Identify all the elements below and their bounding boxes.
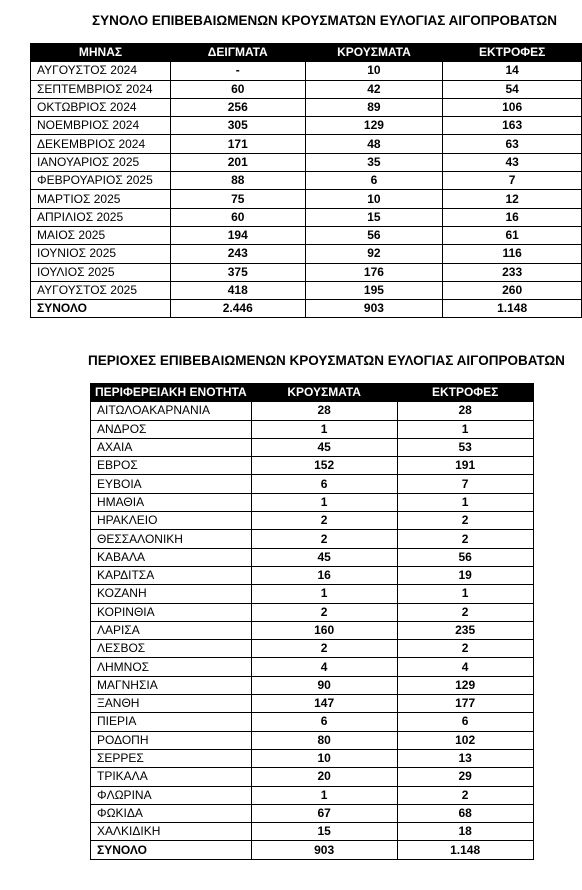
table-row: [31, 62, 582, 80]
value-cell: 61: [443, 226, 582, 244]
row-label-cell: ΔΕΚΕΜΒΡΙΟΣ 2024: [31, 135, 171, 153]
table-row: [91, 823, 534, 841]
value-cell: 68: [397, 804, 533, 822]
column-header-samples: ΔΕΙΓΜΑΤΑ: [170, 44, 305, 62]
value-cell: 235: [397, 621, 533, 639]
value-cell: 147: [251, 695, 397, 713]
value-cell: 195: [305, 281, 443, 299]
row-label-cell: ΑΙΤΩΛΟΑΚΑΡΝΑΝΙΑ: [91, 402, 252, 420]
value-cell: 45: [251, 438, 397, 456]
value-cell: 10: [305, 190, 443, 208]
value-cell: 129: [397, 676, 533, 694]
value-cell: 176: [305, 263, 443, 281]
row-label-cell: ΑΥΓΟΥΣΤΟΣ 2025: [31, 281, 171, 299]
value-cell: 129: [305, 117, 443, 135]
table-row: [31, 80, 582, 98]
table-row: [91, 695, 534, 713]
total-value-cell: 903: [305, 300, 443, 318]
row-label-cell: ΘΕΣΣΑΛΟΝΙΚΗ: [91, 530, 252, 548]
value-cell: 177: [397, 695, 533, 713]
table-row: [91, 585, 534, 603]
value-cell: 15: [305, 208, 443, 226]
table-row: [91, 713, 534, 731]
table-row: [91, 438, 534, 456]
value-cell: 194: [170, 226, 305, 244]
row-label-cell: ΜΑΙΟΣ 2025: [31, 226, 171, 244]
value-cell: 233: [443, 263, 582, 281]
row-label-cell: ΛΑΡΙΣΑ: [91, 621, 252, 639]
value-cell: 67: [251, 804, 397, 822]
table-row: [91, 676, 534, 694]
row-label-cell: ΠΙΕΡΙΑ: [91, 713, 252, 731]
value-cell: 12: [443, 190, 582, 208]
table-row: [91, 768, 534, 786]
value-cell: 2: [251, 530, 397, 548]
monthly-cases-table: [30, 43, 582, 318]
value-cell: 80: [251, 731, 397, 749]
table-row: [31, 117, 582, 135]
value-cell: 13: [397, 749, 533, 767]
table-row: [91, 621, 534, 639]
row-label-cell: ΛΕΣΒΟΣ: [91, 640, 252, 658]
row-label-cell: ΦΛΩΡΙΝΑ: [91, 786, 252, 804]
table-row: [91, 749, 534, 767]
value-cell: 6: [251, 713, 397, 731]
table-row: [91, 475, 534, 493]
regions-cases-table: [90, 383, 534, 860]
table-row: [91, 640, 534, 658]
table-row: [91, 731, 534, 749]
row-label-cell: ΗΡΑΚΛΕΙΟ: [91, 512, 252, 530]
value-cell: 2: [397, 603, 533, 621]
table-row: [91, 603, 534, 621]
value-cell: 375: [170, 263, 305, 281]
row-label-cell: ΕΒΡΟΣ: [91, 457, 252, 475]
row-label-cell: ΜΑΡΤΙΟΣ 2025: [31, 190, 171, 208]
value-cell: 116: [443, 245, 582, 263]
row-label-cell: ΣΕΠΤΕΜΒΡΙΟΣ 2024: [31, 80, 171, 98]
total-row: [31, 300, 582, 318]
table-row: [31, 226, 582, 244]
value-cell: 4: [397, 658, 533, 676]
value-cell: 42: [305, 80, 443, 98]
total-label-cell: ΣΥΝΟΛΟ: [31, 300, 171, 318]
table-row: [91, 566, 534, 584]
value-cell: 256: [170, 98, 305, 116]
column-header-cases: ΚΡΟΥΣΜΑΤΑ: [251, 384, 397, 402]
value-cell: 2: [251, 640, 397, 658]
column-header-farms: ΕΚΤΡΟΦΕΣ: [443, 44, 582, 62]
table-row: [91, 420, 534, 438]
value-cell: 15: [251, 823, 397, 841]
value-cell: 1: [251, 493, 397, 511]
value-cell: 7: [397, 475, 533, 493]
value-cell: 90: [251, 676, 397, 694]
value-cell: 10: [251, 749, 397, 767]
value-cell: 89: [305, 98, 443, 116]
value-cell: 19: [397, 566, 533, 584]
row-label-cell: ΚΟΡΙΝΘΙΑ: [91, 603, 252, 621]
row-label-cell: ΑΧΑΙΑ: [91, 438, 252, 456]
value-cell: 152: [251, 457, 397, 475]
row-label-cell: ΧΑΛΚΙΔΙΚΗ: [91, 823, 252, 841]
value-cell: 75: [170, 190, 305, 208]
row-label-cell: ΝΟΕΜΒΡΙΟΣ 2024: [31, 117, 171, 135]
row-label-cell: ΤΡΙΚΑΛΑ: [91, 768, 252, 786]
row-label-cell: ΙΟΥΛΙΟΣ 2025: [31, 263, 171, 281]
value-cell: 1: [251, 786, 397, 804]
column-header-region: ΠΕΡΙΦΕΡΕΙΑΚΗ ΕΝΟΤΗΤΑ: [91, 384, 252, 402]
row-label-cell: ΕΥΒΟΙΑ: [91, 475, 252, 493]
value-cell: 56: [397, 548, 533, 566]
value-cell: 63: [443, 135, 582, 153]
value-cell: 88: [170, 172, 305, 190]
value-cell: 2: [397, 640, 533, 658]
value-cell: 43: [443, 153, 582, 171]
table-row: [91, 658, 534, 676]
row-label-cell: ΗΜΑΘΙΑ: [91, 493, 252, 511]
table-row: [31, 245, 582, 263]
row-label-cell: ΚΑΒΑΛΑ: [91, 548, 252, 566]
total-value-cell: 1.148: [397, 841, 533, 859]
row-label-cell: ΞΑΝΘΗ: [91, 695, 252, 713]
value-cell: 102: [397, 731, 533, 749]
value-cell: 2: [251, 603, 397, 621]
value-cell: 1: [397, 585, 533, 603]
table-row: [31, 190, 582, 208]
value-cell: 28: [397, 402, 533, 420]
table-row: [91, 530, 534, 548]
value-cell: 4: [251, 658, 397, 676]
total-value-cell: 1.148: [443, 300, 582, 318]
column-header-month: ΜΗΝΑΣ: [31, 44, 171, 62]
value-cell: 418: [170, 281, 305, 299]
value-cell: 10: [305, 62, 443, 80]
value-cell: 1: [397, 420, 533, 438]
value-cell: 29: [397, 768, 533, 786]
value-cell: 45: [251, 548, 397, 566]
table-row: [31, 135, 582, 153]
row-label-cell: ΑΝΔΡΟΣ: [91, 420, 252, 438]
table-row: [91, 804, 534, 822]
value-cell: 20: [251, 768, 397, 786]
value-cell: 16: [443, 208, 582, 226]
row-label-cell: ΦΩΚΙΔΑ: [91, 804, 252, 822]
value-cell: 243: [170, 245, 305, 263]
value-cell: 305: [170, 117, 305, 135]
row-label-cell: ΑΥΓΟΥΣΤΟΣ 2024: [31, 62, 171, 80]
row-label-cell: ΣΕΡΡΕΣ: [91, 749, 252, 767]
value-cell: 1: [251, 420, 397, 438]
value-cell: -: [170, 62, 305, 80]
value-cell: 201: [170, 153, 305, 171]
column-header-cases: ΚΡΟΥΣΜΑΤΑ: [305, 44, 443, 62]
regions-table-title: ΠΕΡΙΟΧΕΣ ΕΠΙΒΕΒΑΙΩΜΕΝΩΝ ΚΡΟΥΣΜΑΤΩΝ ΕΥΛΟΓΙΑΣ ΑΙΓΟΠΡΟΒΑΤΩΝ: [88, 353, 565, 368]
value-cell: 53: [397, 438, 533, 456]
value-cell: 260: [443, 281, 582, 299]
value-cell: 191: [397, 457, 533, 475]
total-row: [91, 841, 534, 859]
table-header-row: [31, 44, 582, 62]
row-label-cell: ΡΟΔΟΠΗ: [91, 731, 252, 749]
table-header-row: [91, 384, 534, 402]
value-cell: 35: [305, 153, 443, 171]
table-row: [91, 512, 534, 530]
value-cell: 163: [443, 117, 582, 135]
value-cell: 6: [251, 475, 397, 493]
total-label-cell: ΣΥΝΟΛΟ: [91, 841, 252, 859]
column-header-farms: ΕΚΤΡΟΦΕΣ: [397, 384, 533, 402]
value-cell: 1: [397, 493, 533, 511]
table-row: [31, 281, 582, 299]
total-value-cell: 2.446: [170, 300, 305, 318]
value-cell: 48: [305, 135, 443, 153]
table-row: [91, 786, 534, 804]
table-row: [91, 493, 534, 511]
row-label-cell: ΛΗΜΝΟΣ: [91, 658, 252, 676]
row-label-cell: ΙΟΥΝΙΟΣ 2025: [31, 245, 171, 263]
value-cell: 6: [397, 713, 533, 731]
value-cell: 16: [251, 566, 397, 584]
value-cell: 60: [170, 208, 305, 226]
total-value-cell: 903: [251, 841, 397, 859]
row-label-cell: ΑΠΡΙΛΙΟΣ 2025: [31, 208, 171, 226]
row-label-cell: ΚΟΖΑΝΗ: [91, 585, 252, 603]
value-cell: 28: [251, 402, 397, 420]
table-row: [31, 172, 582, 190]
value-cell: 6: [305, 172, 443, 190]
value-cell: 1: [251, 585, 397, 603]
value-cell: 2: [397, 512, 533, 530]
monthly-table-title: ΣΥΝΟΛΟ ΕΠΙΒΕΒΑΙΩΜΕΝΩΝ ΚΡΟΥΣΜΑΤΩΝ ΕΥΛΟΓΙΑΣ ΑΙΓΟΠΡΟΒΑΤΩΝ: [92, 13, 557, 28]
value-cell: 160: [251, 621, 397, 639]
value-cell: 60: [170, 80, 305, 98]
value-cell: 2: [251, 512, 397, 530]
value-cell: 92: [305, 245, 443, 263]
row-label-cell: ΜΑΓΝΗΣΙΑ: [91, 676, 252, 694]
value-cell: 171: [170, 135, 305, 153]
table-row: [91, 402, 534, 420]
table-row: [31, 208, 582, 226]
table-row: [91, 457, 534, 475]
table-row: [31, 153, 582, 171]
table-row: [31, 98, 582, 116]
value-cell: 106: [443, 98, 582, 116]
value-cell: 56: [305, 226, 443, 244]
table-row: [31, 263, 582, 281]
value-cell: 54: [443, 80, 582, 98]
row-label-cell: ΦΕΒΡΟΥΑΡΙΟΣ 2025: [31, 172, 171, 190]
value-cell: 14: [443, 62, 582, 80]
row-label-cell: ΟΚΤΩΒΡΙΟΣ 2024: [31, 98, 171, 116]
value-cell: 2: [397, 786, 533, 804]
value-cell: 2: [397, 530, 533, 548]
table-row: [91, 548, 534, 566]
value-cell: 7: [443, 172, 582, 190]
value-cell: 18: [397, 823, 533, 841]
row-label-cell: ΙΑΝΟΥΑΡΙΟΣ 2025: [31, 153, 171, 171]
row-label-cell: ΚΑΡΔΙΤΣΑ: [91, 566, 252, 584]
